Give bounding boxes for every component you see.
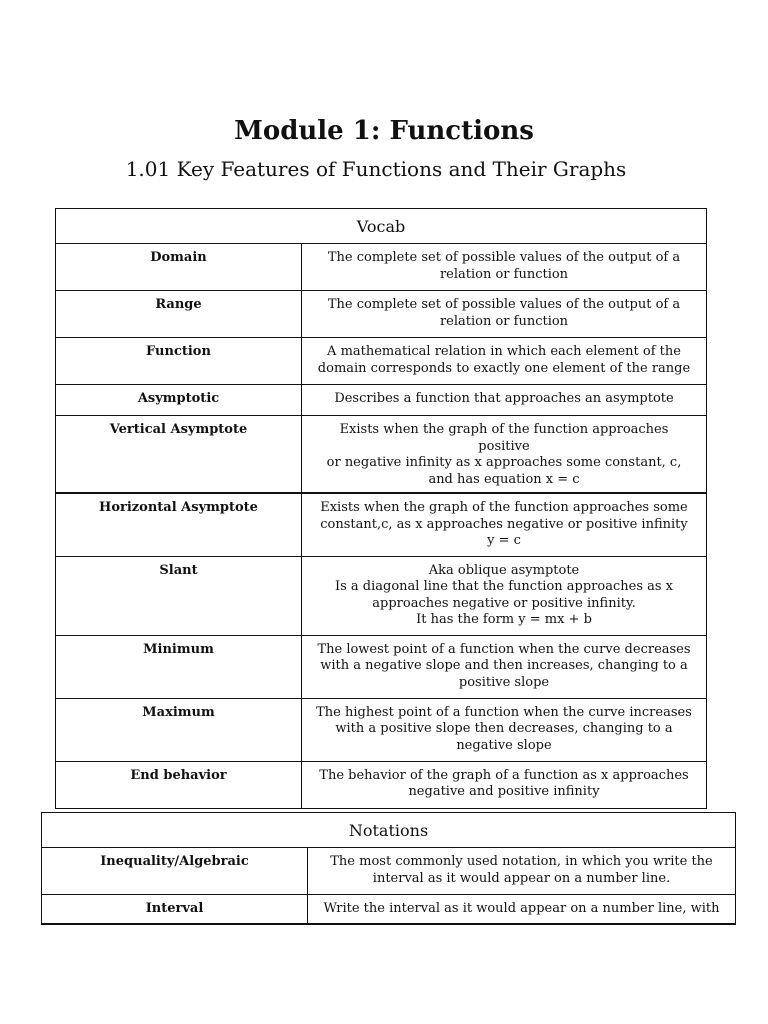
term-cell: Slant xyxy=(56,556,302,635)
table-row xyxy=(56,385,707,416)
definition-line: The behavior of the graph of a function as x approaches xyxy=(319,767,689,783)
definition-cell xyxy=(302,338,707,385)
definition-cell xyxy=(302,416,707,494)
definition-cell xyxy=(302,635,707,698)
definition-cell xyxy=(302,761,707,808)
definition-line: Write the interval as it would appear on a number line, with xyxy=(323,901,720,916)
definition-line: y = c xyxy=(487,533,521,548)
definition-cell xyxy=(302,556,707,635)
definition-line: The lowest point of a function when the curve decreases xyxy=(317,641,691,657)
definition-cell xyxy=(302,291,707,338)
vocab-table xyxy=(55,208,707,809)
term-cell: Domain xyxy=(56,244,302,291)
term-cell: Maximum xyxy=(56,698,302,761)
table-row xyxy=(56,244,707,291)
definition-cell xyxy=(308,895,736,924)
notations-table xyxy=(41,812,736,925)
definition-line: Exists when the graph of the function approaches some xyxy=(320,500,688,515)
term-cell: Horizontal Asymptote xyxy=(56,493,302,556)
definition-cell xyxy=(302,698,707,761)
table-row xyxy=(42,848,736,895)
table-row xyxy=(56,338,707,385)
definition-line: relation or function xyxy=(439,313,569,329)
table-row xyxy=(56,291,707,338)
definition-line: Is a diagonal line that the function approaches as x xyxy=(334,579,674,594)
definition-cell xyxy=(302,244,707,291)
definition-line: constant,c, as x approaches negative or positive infinity xyxy=(320,516,688,532)
table-row xyxy=(56,416,707,494)
table-row xyxy=(56,493,707,556)
definition-line: negative and positive infinity xyxy=(408,784,600,799)
definition-cell xyxy=(308,848,736,895)
definition-line: interval as it would appear on a number line. xyxy=(372,870,671,886)
definition-line: Describes a function that approaches an asymptote xyxy=(334,391,674,406)
table-row xyxy=(56,635,707,698)
definition-line: and has equation x = c xyxy=(428,471,580,487)
term-cell: Function xyxy=(56,338,302,385)
definition-line: The highest point of a function when the curve increases xyxy=(316,704,692,720)
table-row xyxy=(42,895,736,924)
page-title: Module 1: Functions xyxy=(234,116,534,146)
term-cell: Vertical Asymptote xyxy=(56,416,302,494)
definition-line: approaches negative or positive infinity. xyxy=(372,595,636,611)
table-row xyxy=(56,556,707,635)
term-cell: Minimum xyxy=(56,635,302,698)
definition-line: The most commonly used notation, in which you write the xyxy=(330,854,713,869)
definition-line: with a positive slope then decreases, changing to a xyxy=(335,721,673,736)
definition-line: Aka oblique asymptote xyxy=(428,562,580,578)
page-subtitle: 1.01 Key Features of Functions and Their Graphs xyxy=(125,157,627,181)
definition-line: A mathematical relation in which each element of the xyxy=(327,344,681,359)
vocab-header: Vocab xyxy=(56,209,707,244)
definition-line: relation or function xyxy=(439,266,569,282)
definition-cell xyxy=(302,385,707,416)
notations-header: Notations xyxy=(42,813,736,848)
definition-line: The complete set of possible values of the output of a xyxy=(327,250,681,265)
definition-line: It has the form y = mx + b xyxy=(416,612,592,627)
table-row xyxy=(56,698,707,761)
definition-line: The complete set of possible values of the output of a xyxy=(327,297,681,312)
definition-line: Exists when the graph of the function approaches positive xyxy=(339,422,669,454)
definition-line: positive slope xyxy=(458,674,550,690)
term-cell: Inequality/Algebraic xyxy=(42,848,308,895)
definition-line: with a negative slope and then increases, changing to a xyxy=(320,658,688,673)
definition-cell xyxy=(302,493,707,556)
term-cell: End behavior xyxy=(56,761,302,808)
table-row xyxy=(56,761,707,808)
definition-line: negative slope xyxy=(456,737,552,753)
term-cell: Interval xyxy=(42,895,308,924)
term-cell: Range xyxy=(56,291,302,338)
definition-line: or negative infinity as x approaches some constant, c, xyxy=(326,455,682,470)
term-cell: Asymptotic xyxy=(56,385,302,416)
definition-line: domain corresponds to exactly one element of the range xyxy=(317,360,691,376)
